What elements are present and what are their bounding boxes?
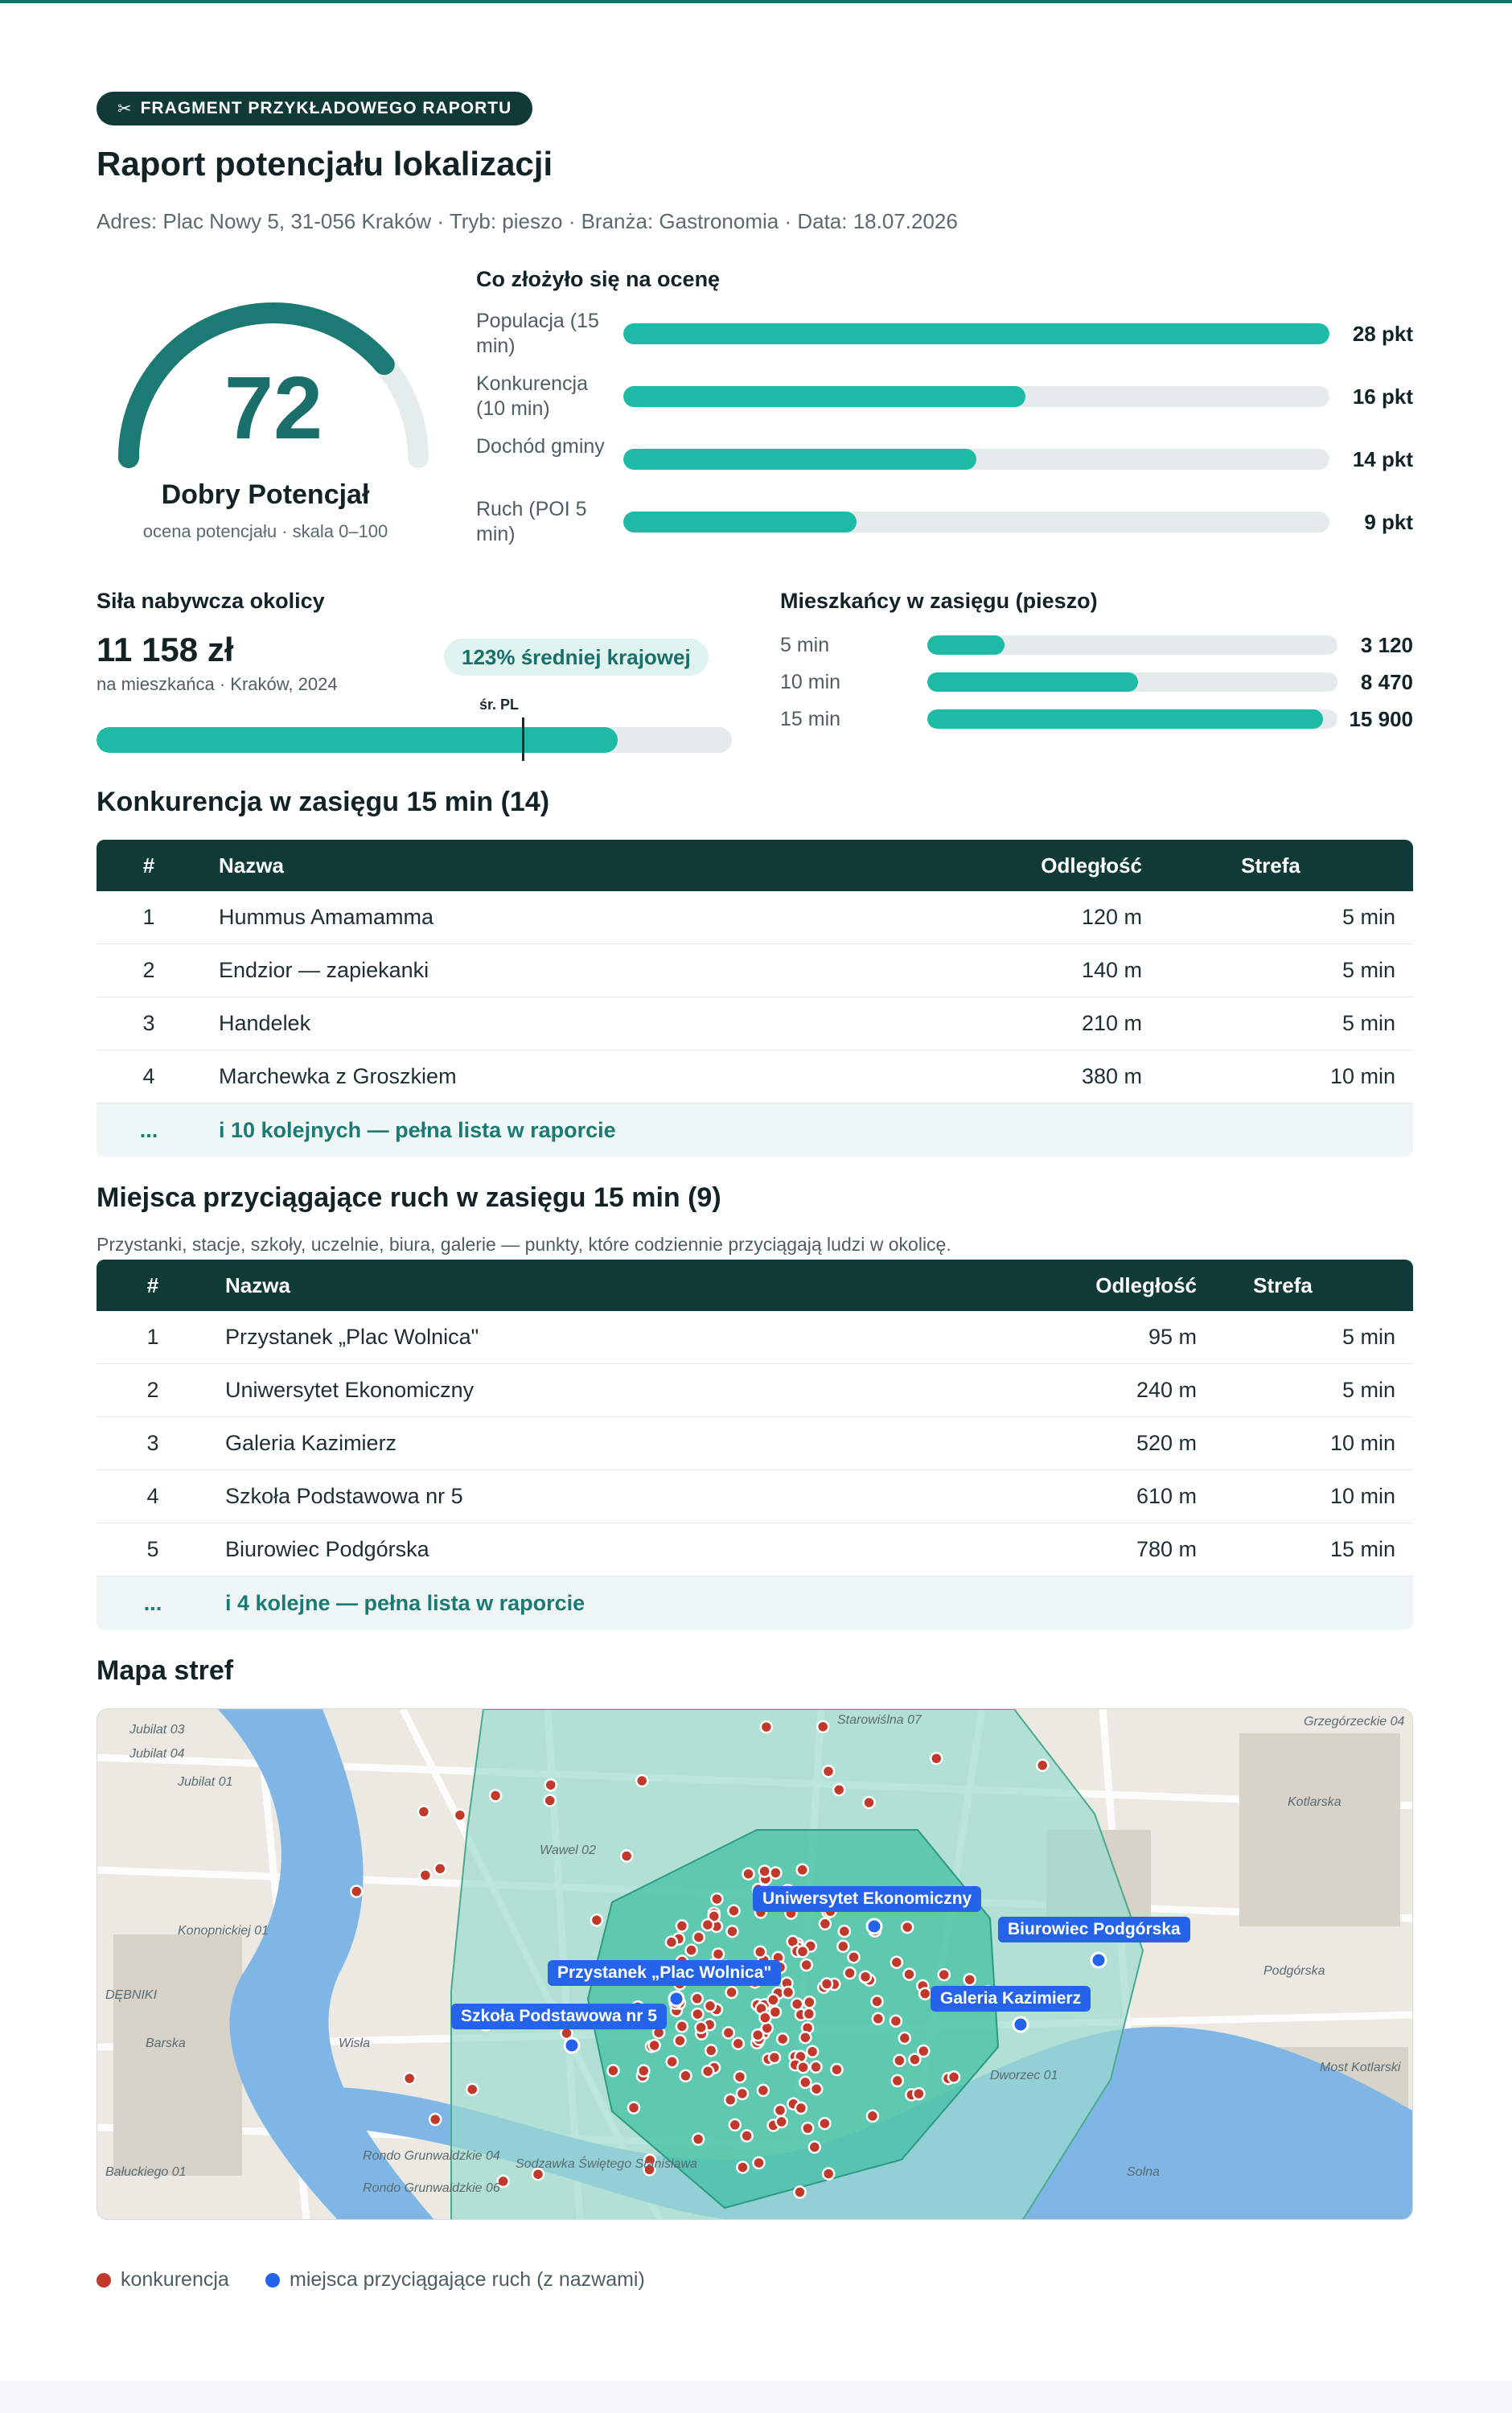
map-street-label: Rondo Grunwaldzkie 04	[363, 2149, 500, 2163]
traffic-cell: 10 min	[1329, 1431, 1395, 1455]
competition-marker[interactable]	[774, 2105, 786, 2116]
competition-cell: 380 m	[1081, 1064, 1142, 1088]
traffic-title: Miejsca przyciągające ruch w zasięgu 15 min (9)	[97, 1182, 721, 1213]
competition-marker[interactable]	[803, 2008, 815, 2020]
competition-header-2: Odległość	[1041, 853, 1142, 878]
competition-marker[interactable]	[939, 1969, 950, 1980]
competition-marker[interactable]	[823, 1766, 834, 1777]
competition-marker[interactable]	[752, 2029, 763, 2041]
competition-row[interactable]	[97, 997, 1413, 1050]
competition-more-cell: ...	[139, 1117, 158, 1142]
map-street-label: Jubilat 03	[129, 1723, 185, 1737]
map-street-label: Most Kotlarski	[1320, 2061, 1401, 2074]
breakdown-bar-fill	[623, 323, 1329, 344]
competition-cell: 1	[142, 905, 155, 929]
competition-marker[interactable]	[686, 1945, 697, 1956]
traffic-cell: 5	[146, 1537, 159, 1561]
competition-marker[interactable]	[711, 1893, 722, 1905]
traffic-row[interactable]	[97, 1523, 1413, 1576]
competition-marker[interactable]	[864, 1797, 875, 1808]
competition-cell: 10 min	[1329, 1064, 1395, 1088]
competition-marker[interactable]	[803, 1996, 815, 2008]
map-street-label: Jubilat 01	[178, 1775, 233, 1789]
map-title: Mapa stref	[97, 1655, 234, 1686]
competition-marker[interactable]	[820, 1918, 831, 1930]
legend-poi-label: miejsca przyciągające ruch (z nazwami)	[290, 2268, 645, 2291]
traffic-cell: 5 min	[1341, 1325, 1395, 1349]
map-street-label: Starowiślna 07	[837, 1713, 922, 1727]
competition-marker[interactable]	[767, 1994, 779, 2005]
competition-cell: Marchewka z Groszkiem	[219, 1064, 457, 1088]
competition-marker[interactable]	[801, 1959, 812, 1971]
residents-value: 3 120	[1360, 633, 1413, 657]
traffic-more-cell: i 4 kolejne — pełna lista w raporcie	[225, 1590, 585, 1615]
competition-marker[interactable]	[791, 1999, 803, 2010]
competition-marker[interactable]	[490, 1790, 501, 1801]
residents-bar	[927, 635, 1337, 655]
residents-label: 15 min	[780, 708, 841, 730]
traffic-cell: Galeria Kazimierz	[225, 1431, 397, 1455]
traffic-cell: 520 m	[1136, 1431, 1197, 1455]
competition-more-row[interactable]	[97, 1104, 1413, 1157]
competition-marker[interactable]	[799, 2032, 811, 2043]
competition-marker[interactable]	[823, 2168, 834, 2180]
competition-marker[interactable]	[676, 1920, 688, 1931]
breakdown-bar	[623, 449, 1329, 470]
traffic-cell: Uniwersytet Ekonomiczny	[225, 1378, 475, 1402]
poi-label-stop[interactable]: Przystanek „Plac Wolnica"	[548, 1960, 781, 1986]
competition-marker[interactable]	[591, 1914, 602, 1926]
competition-header-3: Strefa	[1241, 853, 1300, 878]
traffic-header-2: Odległość	[1095, 1272, 1197, 1297]
competition-marker[interactable]	[743, 1868, 754, 1880]
competition-row[interactable]	[97, 944, 1413, 997]
competition-marker[interactable]	[696, 2022, 707, 2033]
competition-marker[interactable]	[692, 2008, 703, 2020]
traffic-cell: 780 m	[1136, 1537, 1197, 1561]
competition-marker[interactable]	[811, 2062, 822, 2073]
traffic-row[interactable]	[97, 1311, 1413, 1364]
map-street-label: DĘBNIKI	[105, 1988, 158, 2002]
competition-header-1: Nazwa	[219, 853, 284, 878]
competition-marker[interactable]	[867, 2111, 878, 2122]
breakdown-label: Konkurencja (10 min)	[476, 372, 588, 420]
competition-marker[interactable]	[909, 2054, 920, 2066]
competition-marker[interactable]	[797, 1864, 808, 1876]
national-average-label: śr. PL	[479, 697, 520, 713]
competition-marker[interactable]	[723, 2027, 734, 2038]
purchasing-bar	[97, 727, 732, 753]
competition-marker[interactable]	[680, 2070, 692, 2082]
residents-bar	[927, 672, 1337, 692]
competition-marker[interactable]	[797, 1946, 808, 1957]
poi-marker[interactable]	[1013, 2017, 1028, 2032]
competition-marker[interactable]	[894, 2055, 905, 2066]
competition-marker[interactable]	[759, 2012, 770, 2024]
traffic-header-0: #	[146, 1272, 159, 1297]
competition-cell: 4	[142, 1064, 155, 1088]
competition-table-header	[97, 840, 1413, 891]
traffic-cell: Biurowiec Podgórska	[225, 1537, 429, 1561]
competition-marker[interactable]	[705, 2045, 717, 2056]
traffic-cell: 240 m	[1136, 1378, 1197, 1402]
map-street-label: Kotlarska	[1288, 1795, 1341, 1809]
competition-marker[interactable]	[802, 2123, 813, 2134]
map-street-label: Wawel 02	[540, 1844, 596, 1857]
competition-marker[interactable]	[636, 1775, 647, 1786]
residents-bar-fill	[927, 635, 1005, 655]
competition-marker[interactable]	[770, 1868, 781, 1879]
map-street-label: Konopnickiej 01	[178, 1924, 269, 1938]
competition-marker[interactable]	[817, 1721, 828, 1733]
competition-marker[interactable]	[776, 2116, 787, 2127]
competition-marker[interactable]	[725, 2094, 736, 2106]
breakdown-title: Co złożyło się na ocenę	[476, 267, 721, 291]
competition-cell: Hummus Amamamma	[219, 905, 434, 929]
poi-dot-icon	[265, 2273, 280, 2288]
competition-marker[interactable]	[754, 2157, 765, 2168]
breakdown-label: Populacja (15 min)	[476, 310, 599, 357]
competition-cell: 140 m	[1081, 958, 1142, 982]
report-meta: Adres: Plac Nowy 5, 31-056 Kraków · Tryb: pieszo · Branża: Gastronomia · Data: 18.07.2026	[97, 209, 958, 233]
traffic-row[interactable]	[97, 1417, 1413, 1470]
competition-cell: Endzior — zapiekanki	[219, 958, 429, 982]
competition-marker[interactable]	[759, 1866, 770, 1877]
page-title: Raport potencjału lokalizacji	[97, 145, 553, 183]
competition-marker[interactable]	[844, 1967, 856, 1979]
competition-marker[interactable]	[702, 2066, 713, 2077]
sample-badge	[97, 92, 532, 125]
competition-marker[interactable]	[809, 2141, 820, 2152]
competition-marker[interactable]	[899, 2033, 910, 2044]
competition-marker[interactable]	[466, 2084, 478, 2095]
poi-label-office[interactable]: Biurowiec Podgórska	[998, 1917, 1190, 1942]
competition-marker[interactable]	[693, 1932, 705, 1943]
competition-marker[interactable]	[832, 2064, 843, 2075]
competition-marker[interactable]	[799, 2077, 811, 2088]
competition-marker[interactable]	[821, 1979, 832, 1990]
poi-label-gallery[interactable]: Galeria Kazimierz	[931, 1986, 1091, 2012]
national-average-marker	[522, 717, 524, 761]
traffic-row[interactable]	[97, 1364, 1413, 1417]
competition-marker[interactable]	[769, 2052, 780, 2063]
purchasing-caption: na mieszkańca · Kraków, 2024	[97, 674, 338, 694]
competition-marker[interactable]	[621, 1851, 632, 1862]
traffic-cell: 3	[146, 1431, 159, 1455]
competition-marker[interactable]	[837, 1941, 848, 1952]
competition-marker[interactable]	[434, 1863, 446, 1874]
traffic-cell: 610 m	[1136, 1484, 1197, 1508]
traffic-cell: 95 m	[1148, 1325, 1197, 1349]
competition-marker[interactable]	[418, 1807, 429, 1818]
competition-marker[interactable]	[948, 2071, 959, 2082]
competition-marker[interactable]	[798, 2062, 809, 2073]
competition-marker[interactable]	[913, 2088, 924, 2099]
poi-marker[interactable]	[669, 1992, 684, 2006]
competition-marker[interactable]	[904, 1969, 915, 1980]
traffic-cell: 10 min	[1329, 1484, 1395, 1508]
competition-marker[interactable]	[734, 2071, 746, 2082]
competition-marker[interactable]	[872, 1996, 883, 2007]
competition-marker[interactable]	[890, 2016, 902, 2027]
residents-bar-fill	[927, 709, 1323, 729]
competition-marker[interactable]	[848, 1951, 860, 1963]
map-street-label: Wisła	[339, 2037, 370, 2050]
breakdown-bar-fill	[623, 512, 857, 532]
competition-marker[interactable]	[795, 2186, 806, 2197]
traffic-header-1: Nazwa	[225, 1272, 290, 1297]
competition-marker[interactable]	[742, 2130, 753, 2141]
breakdown-value: 9 pkt	[1364, 510, 1413, 534]
competition-marker[interactable]	[833, 1784, 844, 1795]
traffic-table-header	[97, 1260, 1413, 1311]
purchasing-title: Siła nabywcza okolicy	[97, 589, 325, 613]
map-street-label: Solna	[1127, 2165, 1160, 2179]
traffic-more-cell: ...	[143, 1590, 162, 1615]
traffic-row[interactable]	[97, 1470, 1413, 1523]
poi-marker[interactable]	[867, 1919, 881, 1934]
competition-marker[interactable]	[628, 2103, 639, 2114]
poi-label-university[interactable]: Uniwersytet Ekonomiczny	[753, 1886, 981, 1912]
map-street-label: Grzegórzeckie 04	[1304, 1715, 1405, 1729]
breakdown-value: 14 pkt	[1352, 447, 1413, 471]
competition-title: Konkurencja w zasięgu 15 min (14)	[97, 787, 550, 817]
competition-marker[interactable]	[692, 1993, 703, 2004]
score-value: 72	[224, 359, 323, 458]
residents-bar-fill	[927, 672, 1138, 692]
map-street-label: Rondo Grunwaldzkie 06	[363, 2181, 500, 2195]
poi-marker[interactable]	[565, 2038, 579, 2053]
breakdown-bar-fill	[623, 449, 976, 470]
residents-value: 8 470	[1360, 670, 1413, 694]
competition-marker[interactable]	[420, 1869, 431, 1881]
legend-competition	[97, 2268, 229, 2292]
competition-cell: 5 min	[1341, 958, 1395, 982]
poi-marker[interactable]	[1091, 1953, 1106, 1967]
traffic-cell: 5 min	[1341, 1378, 1395, 1402]
competition-marker[interactable]	[819, 2118, 830, 2129]
competition-marker[interactable]	[666, 1937, 677, 1948]
traffic-header-3: Strefa	[1253, 1272, 1313, 1297]
competition-marker[interactable]	[674, 2035, 685, 2046]
competition-marker[interactable]	[667, 2056, 678, 2067]
map-street-label: Bałuckiego 01	[105, 2165, 187, 2179]
competition-marker[interactable]	[737, 2088, 748, 2099]
competition-marker[interactable]	[544, 1795, 556, 1807]
traffic-cell: 15 min	[1329, 1537, 1395, 1561]
poi-label-school[interactable]: Szkoła Podstawowa nr 5	[451, 2004, 667, 2029]
competition-marker[interactable]	[891, 1957, 902, 1968]
legend-poi	[265, 2268, 645, 2292]
traffic-cell: Szkoła Podstawowa nr 5	[225, 1484, 463, 1508]
competition-marker[interactable]	[702, 1919, 713, 1930]
map-street-label: Podgórska	[1263, 1964, 1325, 1978]
breakdown-bar-fill	[623, 386, 1025, 407]
competition-row[interactable]	[97, 1050, 1413, 1104]
competition-marker[interactable]	[754, 1946, 766, 1958]
map-street-label: Barska	[146, 2037, 186, 2050]
competition-marker[interactable]	[892, 2075, 903, 2086]
scissors-icon: ✂	[117, 99, 133, 118]
competition-more-cell: i 10 kolejnych — pełna lista w raporcie	[219, 1117, 616, 1142]
score-label: Dobry Potencjał	[161, 479, 370, 510]
competition-marker[interactable]	[638, 2066, 649, 2077]
competition-marker[interactable]	[919, 1988, 931, 2000]
competition-marker[interactable]	[761, 1721, 772, 1733]
competition-marker[interactable]	[351, 1886, 362, 1897]
competition-marker[interactable]	[860, 1971, 871, 1983]
competition-marker[interactable]	[429, 2114, 441, 2125]
residents-value: 15 900	[1349, 707, 1413, 731]
competition-cell: 210 m	[1081, 1011, 1142, 1035]
competition-table	[97, 840, 1413, 1157]
breakdown-value: 16 pkt	[1352, 384, 1413, 409]
competition-row[interactable]	[97, 891, 1413, 944]
competition-marker[interactable]	[1037, 1760, 1048, 1771]
breakdown-bar	[623, 386, 1329, 407]
competition-cell: 2	[142, 958, 155, 982]
competition-cell: 5 min	[1341, 1011, 1395, 1035]
residents-title: Mieszkańcy w zasięgu (pieszo)	[780, 589, 1098, 613]
competition-cell: 120 m	[1081, 905, 1142, 929]
map-street-label: Jubilat 04	[129, 1747, 185, 1761]
traffic-cell: 1	[146, 1325, 159, 1349]
competition-marker[interactable]	[758, 2085, 769, 2096]
competition-marker[interactable]	[737, 2162, 748, 2173]
map-street-label: Dworzec 01	[990, 2069, 1058, 2082]
competition-marker[interactable]	[777, 2033, 788, 2045]
competition-marker[interactable]	[728, 1905, 739, 1917]
competition-marker[interactable]	[733, 2038, 744, 2049]
competition-marker[interactable]	[676, 2020, 688, 2032]
competition-marker[interactable]	[931, 1753, 942, 1764]
competition-marker[interactable]	[729, 2119, 741, 2131]
breakdown-label: Ruch (POI 5 min)	[476, 498, 587, 545]
traffic-cell: Przystanek „Plac Wolnica"	[225, 1325, 479, 1349]
competition-marker[interactable]	[692, 2134, 704, 2145]
competition-marker[interactable]	[545, 1779, 557, 1790]
competition-marker[interactable]	[783, 1987, 794, 1998]
competition-marker[interactable]	[607, 2065, 618, 2076]
competition-marker[interactable]	[726, 1987, 738, 1998]
breakdown-bar	[623, 512, 1329, 532]
traffic-subtitle: Przystanki, stacje, szkoły, uczelnie, biura, galerie — punkty, które codziennie przyciągają ludzi w okolicę.	[97, 1234, 951, 1255]
competition-marker[interactable]	[902, 1922, 913, 1933]
competition-cell: 5 min	[1341, 905, 1395, 929]
competition-marker[interactable]	[839, 1926, 850, 1937]
competition-dot-icon	[97, 2273, 111, 2288]
traffic-more-row[interactable]	[97, 1576, 1413, 1630]
zones-map[interactable]	[97, 1708, 1413, 2220]
purchasing-bar-fill	[97, 727, 618, 753]
competition-marker[interactable]	[964, 1974, 976, 1985]
traffic-table	[97, 1260, 1413, 1630]
competition-marker[interactable]	[649, 2040, 660, 2051]
map-street-label: Sodzawka Świętego Stanisława	[516, 2157, 697, 2171]
score-caption: ocena potencjału · skala 0–100	[142, 521, 388, 541]
competition-cell: Handelek	[219, 1011, 311, 1035]
residents-label: 10 min	[780, 671, 841, 693]
competition-marker[interactable]	[705, 2000, 716, 2012]
purchasing-value: 11 158 zł	[97, 631, 234, 668]
purchasing-badge: 123% średniej krajowej	[444, 639, 709, 676]
residents-bar	[927, 709, 1337, 729]
competition-cell: 3	[142, 1011, 155, 1035]
competition-marker[interactable]	[807, 2046, 818, 2057]
competition-marker[interactable]	[873, 2013, 884, 2025]
breakdown-bar	[623, 323, 1329, 344]
competition-marker[interactable]	[454, 1810, 466, 1821]
competition-marker[interactable]	[404, 2073, 415, 2084]
breakdown-label: Dochód gminy	[476, 435, 605, 458]
competition-marker[interactable]	[795, 2103, 807, 2114]
competition-header-0: #	[142, 853, 155, 878]
breakdown-value: 28 pkt	[1352, 322, 1413, 346]
residents-label: 5 min	[780, 634, 830, 656]
competition-marker[interactable]	[727, 1926, 738, 1937]
legend-competition-label: konkurencja	[121, 2268, 229, 2291]
traffic-cell: 4	[146, 1484, 159, 1508]
traffic-cell: 2	[146, 1378, 159, 1402]
sample-badge-label: FRAGMENT PRZYKŁADOWEGO RAPORTU	[140, 99, 512, 117]
competition-marker[interactable]	[811, 2083, 822, 2094]
